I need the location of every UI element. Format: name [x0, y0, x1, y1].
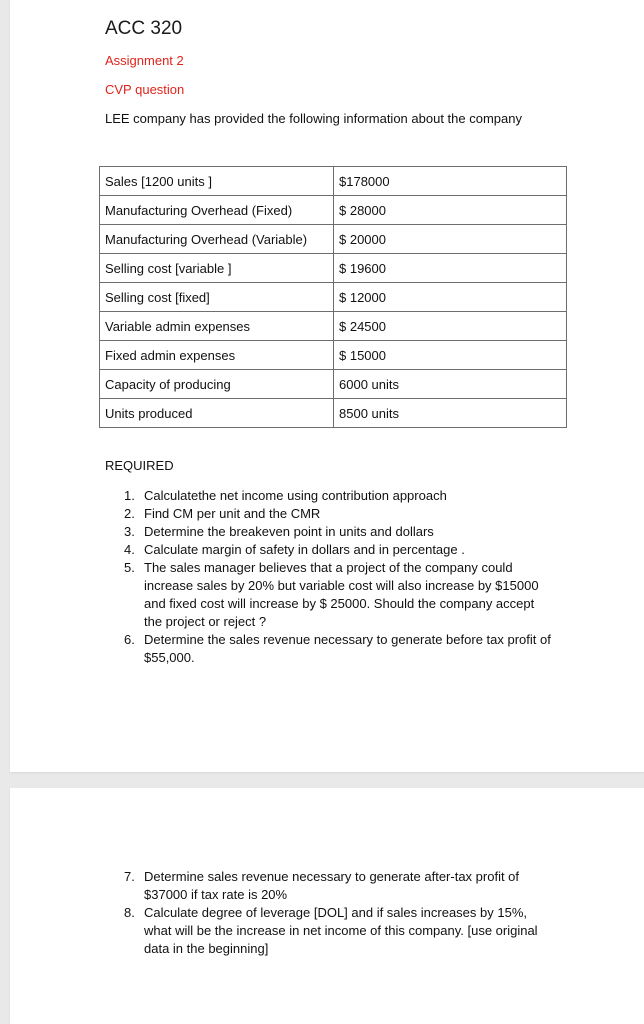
list-item	[124, 868, 554, 904]
list-item	[124, 487, 554, 505]
item-text: Calculate margin of safety in dollars and in percentage .	[144, 542, 465, 557]
list-item	[124, 505, 554, 523]
table-row	[100, 225, 567, 254]
item-text: The sales manager believes that a project of the company could increase sales by 20% but variable cost will also increase by $15000 and fixed cost will increase by $ 25000. Should the company accept the project or reject ?	[144, 560, 539, 629]
row-value: $ 19600	[334, 254, 567, 283]
table-row	[100, 341, 567, 370]
row-label: Variable admin expenses	[100, 312, 334, 341]
item-number: 3.	[124, 524, 135, 539]
item-text: Determine the breakeven point in units and dollars	[144, 524, 434, 539]
row-label: Manufacturing Overhead (Variable)	[100, 225, 334, 254]
row-value: $ 20000	[334, 225, 567, 254]
row-value: $ 15000	[334, 341, 567, 370]
course-title: ACC 320	[105, 18, 183, 39]
row-value: 8500 units	[334, 399, 567, 428]
document-page-1	[10, 0, 644, 772]
row-value: $ 28000	[334, 196, 567, 225]
row-label: Manufacturing Overhead (Fixed)	[100, 196, 334, 225]
table-row	[100, 370, 567, 399]
list-item	[124, 904, 554, 958]
item-number: 4.	[124, 542, 135, 557]
row-label: Fixed admin expenses	[100, 341, 334, 370]
table-row	[100, 312, 567, 341]
item-number: 1.	[124, 488, 135, 503]
document-page-2	[10, 788, 644, 1024]
row-label: Units produced	[100, 399, 334, 428]
item-text: Determine the sales revenue necessary to generate before tax profit of $55,000.	[144, 632, 551, 665]
table-row	[100, 196, 567, 225]
item-number: 5.	[124, 560, 135, 575]
row-label: Sales [1200 units ]	[100, 167, 334, 196]
required-heading: REQUIRED	[105, 458, 174, 473]
list-item	[124, 631, 554, 667]
table-row	[100, 283, 567, 312]
row-label: Selling cost [fixed]	[100, 283, 334, 312]
item-text: Determine sales revenue necessary to generate after-tax profit of $37000 if tax rate is 20%	[144, 869, 520, 902]
item-text: Calculatethe net income using contribution approach	[144, 488, 447, 503]
item-number: 2.	[124, 506, 135, 521]
questions-list-continued	[124, 868, 554, 958]
intro-text: LEE company has provided the following information about the company	[105, 111, 522, 126]
row-label: Capacity of producing	[100, 370, 334, 399]
list-item	[124, 523, 554, 541]
list-item	[124, 541, 554, 559]
item-number: 7.	[124, 869, 135, 884]
table-row	[100, 167, 567, 196]
row-value: 6000 units	[334, 370, 567, 399]
list-item	[124, 559, 554, 631]
questions-list	[124, 487, 554, 667]
topic-label: CVP question	[105, 82, 185, 97]
item-number: 8.	[124, 905, 135, 920]
item-text: Calculate degree of leverage [DOL] and if sales increases by 15%, what will be the increase in net income of this company. [use original data in the beginning]	[144, 905, 538, 956]
table-row	[100, 399, 567, 428]
company-info-table	[99, 166, 567, 428]
row-value: $ 24500	[334, 312, 567, 341]
table-row	[100, 254, 567, 283]
assignment-label: Assignment 2	[105, 53, 184, 68]
row-value: $ 12000	[334, 283, 567, 312]
row-value: $178000	[334, 167, 567, 196]
row-label: Selling cost [variable ]	[100, 254, 334, 283]
item-number: 6.	[124, 632, 135, 647]
item-text: Find CM per unit and the CMR	[144, 506, 321, 521]
